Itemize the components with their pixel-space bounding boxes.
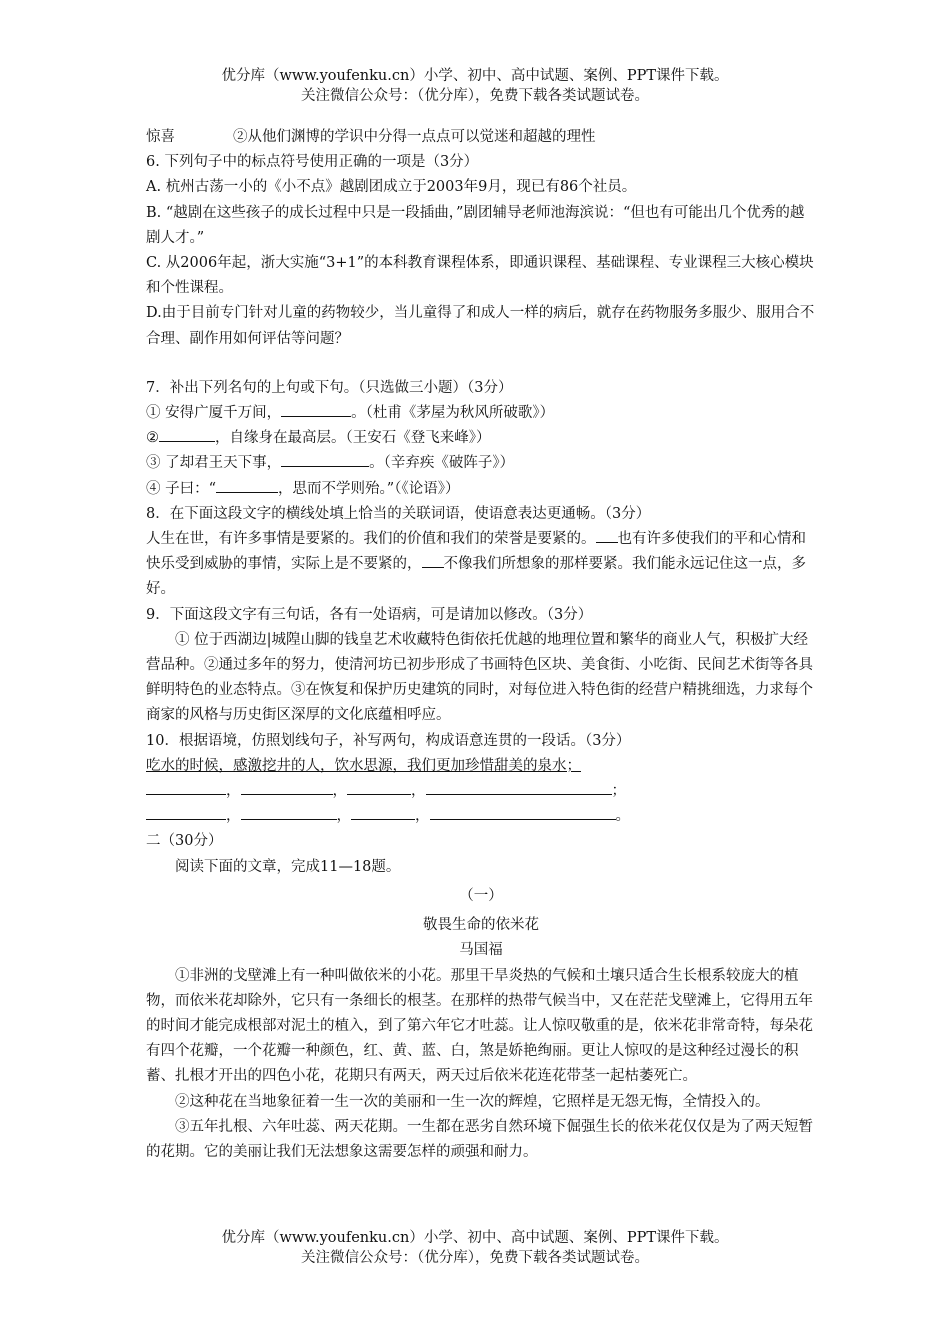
q10-stem: 10．根据语境，仿照划线句子，补写两句，构成语意连贯的一段话。（3分） [146, 732, 631, 749]
q7-item-2-num: ② [146, 430, 159, 447]
section-2-title: 二（30分） [146, 833, 223, 850]
q9-stem: 9．下面这段文字有三句话，各有一处语病，可是请加以修改。（3分） [146, 606, 593, 623]
q7-blank-4[interactable] [216, 478, 278, 493]
q10-period: 。 [615, 808, 630, 825]
q10-blank-6[interactable] [241, 805, 337, 820]
q7-item-1-text: ① 安得广厦千万间， [146, 405, 282, 422]
q8-passage-3: 不像我们所想象的那样要紧。我们能永远记住这一点，多好。 [146, 556, 806, 598]
q10-blank-3[interactable] [347, 780, 411, 795]
q7-item-2 [146, 426, 816, 451]
q10-comma: ， [226, 808, 241, 825]
q8-passage [146, 527, 816, 603]
q7-item-3 [146, 451, 816, 476]
reading-part-label: （一） [459, 887, 503, 904]
article-author: 马国福 [459, 942, 503, 959]
q10-model-sentence: 吃水的时候，感激挖井的人，饮水思源，我们更加珍惜甜美的泉水； [146, 757, 581, 774]
q10-comma: ， [332, 783, 347, 800]
q10-comma: ， [411, 783, 426, 800]
article-paragraph-3: ③五年扎根、六年吐蕊、两天花期。一生都在恶劣自然环境下倔强生长的依米花仅仅是为了两天短暂的花期。它的美丽让我们无法想象这需要怎样的顽强和耐力。 [146, 1118, 813, 1160]
header-line-2: 关注微信公众号：（优分库），免费下载各类试题试卷。 [301, 88, 649, 104]
continued-text: ②从他们渊博的学识中分得一点点可以觉迷和超越的理性 [233, 129, 596, 145]
q7-item-3-source: 。（辛弃疾《破阵子》） [369, 455, 515, 472]
q7-blank-1[interactable] [281, 402, 351, 417]
q6-stem: 6. 下列句子中的标点符号使用正确的一项是（3分） [146, 154, 479, 171]
q10-answer-line-2 [146, 804, 816, 829]
q10-semicolon: ； [611, 783, 626, 800]
q8-passage-2: 也有许多使我们的平和心情和快乐受到威胁的事情，实际上是不要紧的， [146, 531, 806, 573]
article-paragraph-1: ①非洲的戈壁滩上有一种叫做依米的小花。那里干旱炎热的气候和土壤只适合生长根系较庞大的植物，而依米花却除外，它只有一条细长的根茎。在那样的热带气候当中，又在茫茫戈壁滩上，它得用五年的时间才能完成根部对泥土的植入，到了第六年它才吐蕊。让人惊叹敬重的是，依米花非常奇特，每朵花有四个花瓣，一个花瓣一种颜色，红、黄、蓝、白，煞是娇艳绚丽。更让人惊叹的是这种经过漫长的积蓄、扎根才开出的四色小花，花期只有两天，两天过后依米花连花带茎一起枯萎死亡。 [146, 967, 813, 1085]
q10-answer-line-1 [146, 779, 816, 804]
q7-item-4-text: ④ 子曰：“ [146, 480, 217, 497]
q7-item-3-text: ③ 了却君王天下事， [146, 455, 282, 472]
q10-blank-2[interactable] [241, 780, 333, 795]
q10-blank-7[interactable] [351, 805, 415, 820]
q10-blank-1[interactable] [146, 780, 226, 795]
article-paragraph-2: ②这种花在当地象征着一生一次的美丽和一生一次的辉煌，它照样是无怨无悔，全情投入的。 [175, 1093, 770, 1110]
article-title: 敬畏生命的依米花 [423, 917, 539, 934]
q6-option-a: A. 杭州古荡一小的《小不点》越剧团成立于2003年9月，现已有86个社员。 [146, 179, 637, 196]
q6-option-d: D.由于目前专门针对儿童的药物较少，当儿童得了和成人一样的病后，就存在药物服务多服少、服用合不合理、副作用如何评估等问题？ [146, 305, 815, 347]
q10-blank-5[interactable] [146, 805, 226, 820]
q10-comma: ， [336, 808, 351, 825]
page-header [0, 66, 950, 106]
q7-blank-2[interactable] [159, 427, 215, 442]
q7-item-1 [146, 401, 816, 426]
q8-passage-1: 人生在世，有许多事情是要紧的。我们的价值和我们的荣誉是要紧的。 [146, 531, 596, 548]
q7-item-4 [146, 477, 816, 502]
q10-comma: ， [226, 783, 241, 800]
q7-item-4-source: ，思而不学则殆。”（《论语》） [278, 480, 460, 497]
q7-item-1-source: 。（杜甫《茅屋为秋风所破歌》） [351, 405, 555, 422]
continued-word: 惊喜 [146, 129, 175, 145]
q8-blank-1[interactable] [596, 528, 618, 543]
q10-comma: ， [415, 808, 430, 825]
q7-item-2-text: ，自缘身在最高层。（王安石《登飞来峰》） [215, 430, 491, 447]
q9-passage: ① 位于西湖边|城隍山脚的钱皇艺术收藏特色街依托优越的地理位置和繁华的商业人气，积极扩大经营品种。②通过多年的努力，使清河坊已初步形成了书画特色区块、美食街、小吃街、民间艺术街等各具鲜明特色的业态特点。③在恢复和保护历史建筑的同时，对每位进入特色街的经营户精挑细选，力求每个商家的风格与历史街区深厚的文化底蕴相呼应。 [146, 631, 813, 724]
footer-line-2: 关注微信公众号：（优分库），免费下载各类试题试卷。 [301, 1250, 649, 1266]
q6-option-b: B. “越剧在这些孩子的成长过程中只是一段插曲，”剧团辅导老师池海滨说：“但也有可能出几个优秀的越剧人才。” [146, 204, 805, 246]
page-footer [0, 1228, 950, 1268]
q6-option-c: C. 从2006年起，浙大实施“3+1”的本科教育课程体系，即通识课程、基础课程、专业课程三大核心模块和个性课程。 [146, 255, 814, 297]
q10-blank-8[interactable] [430, 805, 616, 820]
q10-blank-4[interactable] [426, 780, 612, 795]
q7-blank-3[interactable] [281, 452, 369, 467]
q8-stem: 8．在下面这段文字的横线处填上恰当的关联词语，使语意表达更通畅。（3分） [146, 505, 651, 522]
section-2-intro: 阅读下面的文章，完成11—18题。 [175, 858, 401, 875]
q8-blank-2[interactable] [422, 553, 444, 568]
header-line-1: 优分库（www.youfenku.cn）小学、初中、高中试题、案例、PPT课件下载。 [221, 68, 729, 84]
document-body [146, 125, 816, 1165]
q7-stem: 7．补出下列名句的上句或下句。（只选做三小题）（3分） [146, 379, 513, 396]
continued-line [146, 125, 816, 150]
footer-line-1: 优分库（www.youfenku.cn）小学、初中、高中试题、案例、PPT课件下载。 [221, 1230, 729, 1246]
